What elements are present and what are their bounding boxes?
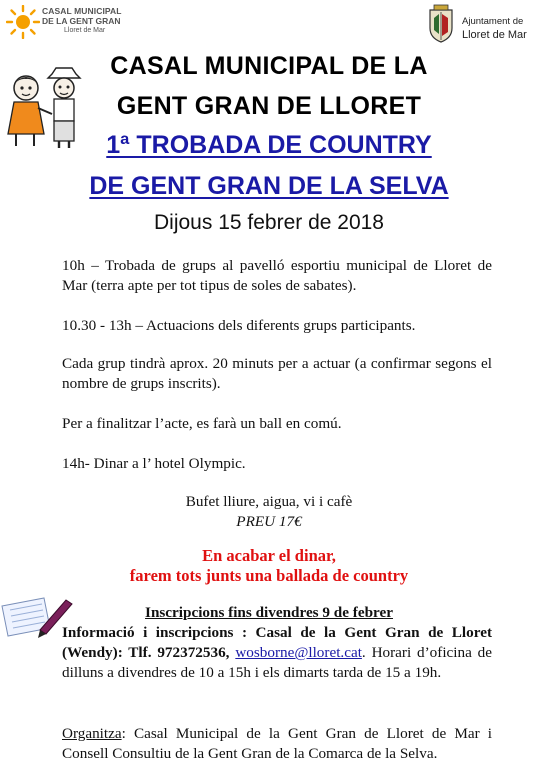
organizers-label: Organitza <box>62 725 122 742</box>
schedule-item: Cada grup tindrà aprox. 20 minuts per a actuar (a confirmar segons el nombre de grups inscrits). <box>62 355 492 392</box>
registration-info <box>62 623 492 683</box>
ajuntament-line1: Ajuntament de <box>462 16 524 27</box>
event-title-line2: DE GENT GRAN DE LA SELVA <box>89 172 449 200</box>
ajuntament-logo <box>420 2 538 46</box>
menu-price: PREU 17€ <box>236 513 302 530</box>
casal-logo <box>4 2 144 46</box>
title-line1: CASAL MUNICIPAL DE LA <box>110 52 428 80</box>
organizers <box>62 724 492 764</box>
schedule-item: Per a finalitzar l’acte, es farà un ball en comú. <box>62 415 342 432</box>
coat-of-arms-icon <box>426 4 456 44</box>
casal-logo-line3: Lloret de Mar <box>64 27 106 34</box>
highlight-line1: En acabar el dinar, <box>202 546 336 565</box>
schedule-item: 10h – Trobada de grups al pavelló esportiu municipal de Lloret de Mar (terra apte per tot tipus de soles de sabates). <box>62 257 492 294</box>
event-title-line1: 1ª TROBADA DE COUNTRY <box>106 131 432 159</box>
email-link[interactable]: wosborne@lloret.cat <box>235 644 362 661</box>
menu-description: Bufet lliure, aigua, vi i cafè <box>185 493 353 510</box>
casal-logo-line2: DE LA GENT GRAN <box>42 16 121 26</box>
event-date: Dijous 15 febrer de 2018 <box>154 211 384 234</box>
organizers-text: : Casal Municipal de la Gent Gran de Lloret de Mar i Consell Consultiu de la Gent Gran de la Comarca de la Selva. <box>62 725 492 762</box>
ajuntament-line2: Lloret de Mar <box>462 29 527 41</box>
sun-logo-icon <box>6 5 40 39</box>
highlight-line2: farem tots junts una ballada de country <box>129 566 409 585</box>
office-hours: Horari d’oficina de dilluns a divendres de 10 a 15h i els dimarts tarda de 15 a 19h. <box>62 644 493 681</box>
registration-info-tail: . <box>361 644 366 661</box>
title-line2: GENT GRAN DE LLORET <box>116 92 422 120</box>
registration-deadline: Inscripcions fins divendres 9 de febrer <box>145 604 393 621</box>
schedule-item: 14h- Dinar a l’ hotel Olympic. <box>62 455 246 472</box>
casal-logo-line1: CASAL MUNICIPAL <box>42 6 122 16</box>
registration-contact: Informació i inscripcions : Casal de la Gent Gran de Lloret (Wendy): Tlf. 972372536, <box>62 624 492 661</box>
schedule-item: 10.30 - 13h – Actuacions dels diferents grups participants. <box>62 317 416 334</box>
